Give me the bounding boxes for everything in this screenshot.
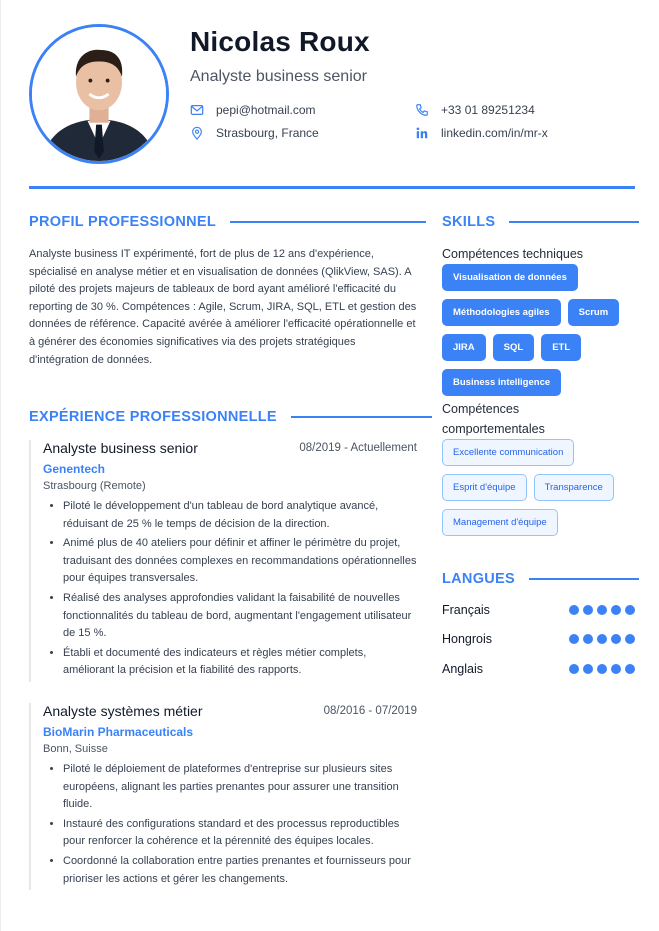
candidate-title: Analyste business senior: [190, 68, 367, 85]
languages-heading-text: LANGUES: [442, 571, 515, 587]
level-dot: [611, 634, 621, 644]
profile-summary: Analyste business IT expérimenté, fort de plus de 12 ans d'expérience, spécialisé en analyse métier et en visualisation de données (QlikView, SAS). A piloté des projets majeurs de tableaux de bord ayant amélioré l'efficacité du reporting de 30 %. Compétences : Agile, Scrum, JIRA, SQL, ETL et gestion des données de référence. Capacité avérée à améliorer l'efficacité opérationnelle et à générer des économies significatives via des projets stratégiques d'intégration de données.: [29, 248, 417, 366]
skill-tag: SQL: [493, 334, 535, 361]
language-level-dots: [569, 634, 635, 644]
contact-phone[interactable]: [415, 103, 535, 117]
phone-text: +33 01 89251234: [441, 103, 535, 117]
level-dot: [597, 634, 607, 644]
job-role: Analyste business senior: [43, 440, 198, 456]
job-bullets: [43, 761, 417, 888]
level-dot: [611, 605, 621, 615]
linkedin-text: linkedin.com/in/mr-x: [441, 126, 548, 140]
level-dot: [625, 634, 635, 644]
linkedin-icon: [415, 126, 429, 140]
phone-icon: [415, 103, 429, 117]
email-text: pepi@hotmail.com: [216, 103, 316, 117]
job-bullet: • Instauré des configurations standard et des processus reproductibles pour renforcer la cohérence et la pérennité des équipes locales.: [63, 816, 417, 851]
technical-skills-heading: Compétences techniques: [442, 247, 584, 261]
profile-section-heading: [29, 214, 426, 230]
languages-section-heading: [442, 571, 639, 587]
language-row: [442, 603, 635, 617]
technical-skills-list: [442, 264, 637, 396]
skill-tag: Esprit d'équipe: [442, 474, 527, 501]
contact-location: [190, 126, 319, 140]
job-location: Bonn, Suisse: [43, 743, 108, 755]
experience-heading-text: EXPÉRIENCE PROFESSIONNELLE: [29, 409, 277, 425]
heading-rule: [230, 221, 426, 223]
skills-heading-text: SKILLS: [442, 214, 496, 230]
job-role: Analyste systèmes métier: [43, 703, 203, 719]
skill-tag: Visualisation de données: [442, 264, 578, 291]
job-bullet: • Animé plus de 40 ateliers pour définir et affiner le périmètre du projet, traduisant des données complexes en recommandations opérationnelles pour équipes transversales.: [63, 535, 417, 588]
language-row: [442, 632, 635, 646]
level-dot: [611, 664, 621, 674]
candidate-name: Nicolas Roux: [190, 26, 370, 57]
level-dot: [583, 634, 593, 644]
header-divider: [29, 186, 635, 189]
language-level-dots: [569, 664, 635, 674]
level-dot: [583, 605, 593, 615]
job-bullet: • Coordonné la collaboration entre parties prenantes et fournisseurs pour prioriser les actions et gérer les changements.: [63, 853, 417, 888]
job-bullet: • Établi et documenté des indicateurs et règles métier complets, améliorant la précision et la fiabilité des rapports.: [63, 645, 417, 680]
level-dot: [597, 605, 607, 615]
skill-tag: Excellente communication: [442, 439, 574, 466]
job-entry: [29, 440, 417, 682]
job-entry: [29, 703, 417, 890]
job-bullets: [43, 498, 417, 680]
location-text: Strasbourg, France: [216, 126, 319, 140]
job-dates: 08/2019 - Actuellement: [299, 442, 417, 454]
contact-email[interactable]: [190, 103, 316, 117]
job-bullet: • Piloté le déploiement de plateformes d'entreprise sur plusieurs sites européens, alignant les parties prenantes pour assurer une transition fluide.: [63, 761, 417, 814]
map-pin-icon: [190, 126, 204, 140]
job-location: Strasbourg (Remote): [43, 480, 146, 492]
contact-linkedin[interactable]: [415, 126, 548, 140]
job-bullet: • Réalisé des analyses approfondies validant la faisabilité de nouvelles fonctionnalités du tableau de bord, augmentant l'engagement utilisateur de 15 %.: [63, 590, 417, 643]
skill-tag: JIRA: [442, 334, 486, 361]
job-bullet: • Piloté le développement d'un tableau de bord analytique avancé, réduisant de 25 % le temps de décision de la direction.: [63, 498, 417, 533]
job-company: BioMarin Pharmaceuticals: [43, 725, 194, 739]
language-level-dots: [569, 605, 635, 615]
level-dot: [569, 634, 579, 644]
language-name: Français: [442, 603, 490, 617]
skill-tag: ETL: [541, 334, 581, 361]
level-dot: [625, 664, 635, 674]
job-dates: 08/2016 - 07/2019: [323, 705, 417, 717]
level-dot: [569, 605, 579, 615]
skills-section-heading: [442, 214, 639, 230]
behavioral-skills-heading: Compétences comportementales: [442, 402, 545, 436]
behavioral-skills-list: [442, 439, 637, 536]
level-dot: [597, 664, 607, 674]
envelope-icon: [190, 103, 204, 117]
heading-rule: [529, 578, 639, 580]
profile-photo: [29, 24, 169, 164]
heading-rule: [509, 221, 639, 223]
skill-tag: Business intelligence: [442, 369, 561, 396]
job-company: Genentech: [43, 462, 106, 476]
skill-tag: Management d'équipe: [442, 509, 558, 536]
skill-tag: Méthodologies agiles: [442, 299, 561, 326]
skill-tag: Scrum: [568, 299, 620, 326]
level-dot: [625, 605, 635, 615]
level-dot: [583, 664, 593, 674]
level-dot: [569, 664, 579, 674]
heading-rule: [291, 416, 432, 418]
language-row: [442, 662, 635, 676]
language-name: Anglais: [442, 662, 483, 676]
skill-tag: Transparence: [534, 474, 614, 501]
experience-section-heading: [29, 409, 432, 425]
profile-heading-text: PROFIL PROFESSIONNEL: [29, 214, 217, 230]
language-name: Hongrois: [442, 632, 493, 646]
